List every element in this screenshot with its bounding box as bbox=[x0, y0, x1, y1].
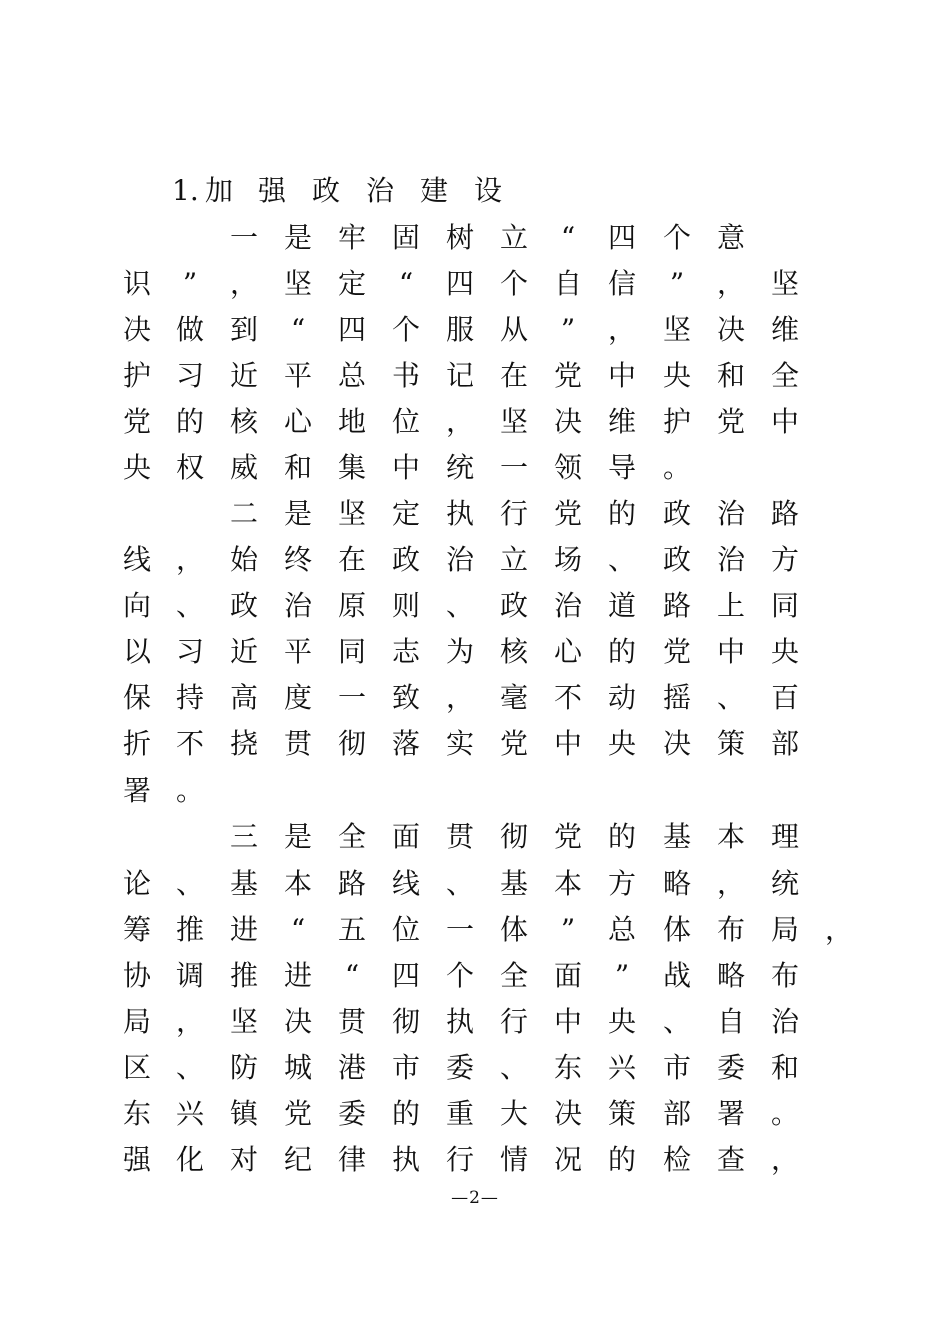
text-line bbox=[0, 864, 950, 904]
text-char: 到 bbox=[229, 313, 258, 346]
text-char: 彻 bbox=[391, 1005, 420, 1038]
text-char: 坚 bbox=[337, 497, 366, 530]
text-char: ” bbox=[669, 267, 685, 300]
text-char: ， bbox=[824, 913, 853, 946]
text-char: 略 bbox=[662, 867, 691, 900]
text-char: 进 bbox=[283, 959, 312, 992]
text-char: 同 bbox=[770, 589, 799, 622]
text-char: 的 bbox=[607, 1143, 636, 1176]
text-char: 体 bbox=[499, 913, 528, 946]
text-char: 全 bbox=[499, 959, 528, 992]
text-char: 协 bbox=[122, 959, 151, 992]
text-char: 决 bbox=[662, 727, 691, 760]
text-char: 线 bbox=[391, 867, 420, 900]
text-char: 和 bbox=[716, 359, 745, 392]
text-char: 中 bbox=[391, 451, 420, 484]
text-char: 、 bbox=[499, 1051, 528, 1084]
text-char: 坚 bbox=[770, 267, 799, 300]
heading-char: 强 bbox=[257, 174, 286, 207]
text-char: 推 bbox=[229, 959, 258, 992]
text-char: 二 bbox=[229, 497, 258, 530]
text-char: 统 bbox=[445, 451, 474, 484]
text-char: 的 bbox=[607, 820, 636, 853]
text-char: 治 bbox=[283, 589, 312, 622]
text-char: 防 bbox=[229, 1051, 258, 1084]
text-char: 终 bbox=[283, 543, 312, 576]
text-char: 、 bbox=[175, 589, 204, 622]
text-line bbox=[0, 1094, 950, 1134]
text-char: 党 bbox=[553, 359, 582, 392]
text-char: ， bbox=[175, 543, 204, 576]
text-char: 书 bbox=[391, 359, 420, 392]
text-char: 强 bbox=[122, 1143, 151, 1176]
text-char: 自 bbox=[716, 1005, 745, 1038]
text-char: 党 bbox=[122, 405, 151, 438]
heading-char: 建 bbox=[419, 174, 448, 207]
text-char: 百 bbox=[770, 681, 799, 714]
text-char: 贯 bbox=[283, 727, 312, 760]
text-char: 四 bbox=[445, 267, 474, 300]
text-char: 核 bbox=[229, 405, 258, 438]
text-char: 况 bbox=[553, 1143, 582, 1176]
text-char: 央 bbox=[607, 727, 636, 760]
text-char: 、 bbox=[445, 867, 474, 900]
text-char: 委 bbox=[445, 1051, 474, 1084]
text-char: 三 bbox=[229, 820, 258, 853]
text-char: 东 bbox=[122, 1097, 151, 1130]
text-char: 动 bbox=[607, 681, 636, 714]
text-char: 决 bbox=[122, 313, 151, 346]
text-char: 位 bbox=[391, 913, 420, 946]
text-char: 从 bbox=[499, 313, 528, 346]
text-char: 立 bbox=[499, 543, 528, 576]
text-char: 固 bbox=[391, 221, 420, 254]
text-char: 落 bbox=[391, 727, 420, 760]
text-char: 面 bbox=[391, 820, 420, 853]
text-char: 上 bbox=[716, 589, 745, 622]
text-char: ” bbox=[182, 267, 198, 300]
text-char: 策 bbox=[716, 727, 745, 760]
text-line bbox=[0, 494, 950, 534]
text-char: 筹 bbox=[122, 913, 151, 946]
text-char: 策 bbox=[607, 1097, 636, 1130]
text-char: 一 bbox=[337, 681, 366, 714]
text-char: “ bbox=[560, 221, 576, 254]
text-char: 治 bbox=[445, 543, 474, 576]
text-char: 做 bbox=[175, 313, 204, 346]
text-char: 方 bbox=[770, 543, 799, 576]
text-char: 。 bbox=[175, 774, 204, 807]
text-char: 定 bbox=[337, 267, 366, 300]
text-char: 、 bbox=[175, 1051, 204, 1084]
text-char: 始 bbox=[229, 543, 258, 576]
text-char: 近 bbox=[229, 359, 258, 392]
text-char: 理 bbox=[770, 820, 799, 853]
text-char: 本 bbox=[716, 820, 745, 853]
text-char: 、 bbox=[175, 867, 204, 900]
text-char: 树 bbox=[445, 221, 474, 254]
text-char: 个 bbox=[662, 221, 691, 254]
text-char: 化 bbox=[175, 1143, 204, 1176]
text-char: 党 bbox=[662, 635, 691, 668]
text-char: 东 bbox=[553, 1051, 582, 1084]
text-char: 推 bbox=[175, 913, 204, 946]
text-char: 行 bbox=[499, 1005, 528, 1038]
text-char: 不 bbox=[553, 681, 582, 714]
text-char: 致 bbox=[391, 681, 420, 714]
text-char: ， bbox=[229, 267, 258, 300]
text-char: “ bbox=[398, 267, 414, 300]
text-char: 是 bbox=[283, 221, 312, 254]
text-char: 全 bbox=[770, 359, 799, 392]
text-char: 贯 bbox=[337, 1005, 366, 1038]
text-char: 基 bbox=[662, 820, 691, 853]
text-char: 地 bbox=[337, 405, 366, 438]
text-line bbox=[0, 448, 950, 488]
text-char: 治 bbox=[716, 497, 745, 530]
text-char: 党 bbox=[716, 405, 745, 438]
text-char: 党 bbox=[553, 497, 582, 530]
text-char: 道 bbox=[607, 589, 636, 622]
text-char: 镇 bbox=[229, 1097, 258, 1130]
text-char: 护 bbox=[662, 405, 691, 438]
text-char: 体 bbox=[662, 913, 691, 946]
text-char: 权 bbox=[175, 451, 204, 484]
text-char: 署 bbox=[122, 774, 151, 807]
text-char: 信 bbox=[607, 267, 636, 300]
text-char: “ bbox=[290, 913, 306, 946]
heading-char: 设 bbox=[473, 174, 502, 207]
text-char: 本 bbox=[283, 867, 312, 900]
text-char: 纪 bbox=[283, 1143, 312, 1176]
text-char: 进 bbox=[229, 913, 258, 946]
text-char: 委 bbox=[716, 1051, 745, 1084]
text-char: 城 bbox=[283, 1051, 312, 1084]
text-char: 立 bbox=[499, 221, 528, 254]
text-char: 核 bbox=[499, 635, 528, 668]
page-number: —2— bbox=[451, 1188, 499, 1208]
text-char: 执 bbox=[391, 1143, 420, 1176]
text-char: ” bbox=[560, 313, 576, 346]
text-char: “ bbox=[290, 313, 306, 346]
text-char: 政 bbox=[391, 543, 420, 576]
text-char: 中 bbox=[770, 405, 799, 438]
text-char: 对 bbox=[229, 1143, 258, 1176]
text-char: 挠 bbox=[229, 727, 258, 760]
text-char: 是 bbox=[283, 497, 312, 530]
text-char: 兴 bbox=[175, 1097, 204, 1130]
text-char: 律 bbox=[337, 1143, 366, 1176]
text-char: 贯 bbox=[445, 820, 474, 853]
text-char: 彻 bbox=[337, 727, 366, 760]
text-char: 执 bbox=[445, 1005, 474, 1038]
text-line bbox=[0, 956, 950, 996]
text-char: 略 bbox=[716, 959, 745, 992]
text-char: 行 bbox=[445, 1143, 474, 1176]
text-line bbox=[0, 817, 950, 857]
text-char: 央 bbox=[607, 1005, 636, 1038]
text-char: 个 bbox=[499, 267, 528, 300]
heading-char: 加 bbox=[204, 174, 233, 207]
text-char: 路 bbox=[662, 589, 691, 622]
text-char: 的 bbox=[607, 635, 636, 668]
text-char: 平 bbox=[283, 635, 312, 668]
heading-char: 政 bbox=[311, 174, 340, 207]
text-char: 个 bbox=[391, 313, 420, 346]
text-char: 查 bbox=[716, 1143, 745, 1176]
text-char: 部 bbox=[770, 727, 799, 760]
text-char: 行 bbox=[499, 497, 528, 530]
text-char: 坚 bbox=[662, 313, 691, 346]
text-char: 服 bbox=[445, 313, 474, 346]
text-char: 局 bbox=[770, 913, 799, 946]
text-char: 坚 bbox=[499, 405, 528, 438]
text-char: 线 bbox=[122, 543, 151, 576]
text-char: 意 bbox=[716, 221, 745, 254]
text-line bbox=[0, 632, 950, 672]
text-char: 决 bbox=[553, 405, 582, 438]
text-char: 决 bbox=[283, 1005, 312, 1038]
text-char: 不 bbox=[175, 727, 204, 760]
text-char: 和 bbox=[770, 1051, 799, 1084]
text-line bbox=[0, 402, 950, 442]
text-char: 委 bbox=[337, 1097, 366, 1130]
text-char: 中 bbox=[716, 635, 745, 668]
text-char: 四 bbox=[607, 221, 636, 254]
text-char: 检 bbox=[662, 1143, 691, 1176]
text-char: 央 bbox=[770, 635, 799, 668]
text-char: 同 bbox=[337, 635, 366, 668]
text-char: 署 bbox=[716, 1097, 745, 1130]
text-line bbox=[0, 218, 950, 258]
text-char: 四 bbox=[391, 959, 420, 992]
text-char: 。 bbox=[770, 1097, 799, 1130]
text-char: 毫 bbox=[499, 681, 528, 714]
text-char: 总 bbox=[607, 913, 636, 946]
text-char: 自 bbox=[553, 267, 582, 300]
text-char: 、 bbox=[662, 1005, 691, 1038]
text-char: 港 bbox=[337, 1051, 366, 1084]
text-char: 。 bbox=[662, 451, 691, 484]
text-char: 一 bbox=[499, 451, 528, 484]
text-char: 情 bbox=[499, 1143, 528, 1176]
text-char: 全 bbox=[337, 820, 366, 853]
text-char: 决 bbox=[716, 313, 745, 346]
text-char: ， bbox=[607, 313, 636, 346]
text-char: 牢 bbox=[337, 221, 366, 254]
text-char: 区 bbox=[122, 1051, 151, 1084]
text-char: 市 bbox=[391, 1051, 420, 1084]
text-char: 治 bbox=[716, 543, 745, 576]
text-char: ， bbox=[770, 1143, 799, 1176]
text-char: 则 bbox=[391, 589, 420, 622]
text-char: ” bbox=[560, 913, 576, 946]
text-char: 重 bbox=[445, 1097, 474, 1130]
text-char: 维 bbox=[607, 405, 636, 438]
text-char: 统 bbox=[770, 867, 799, 900]
text-char: 和 bbox=[283, 451, 312, 484]
text-char: 向 bbox=[122, 589, 151, 622]
text-char: 基 bbox=[229, 867, 258, 900]
text-char: 是 bbox=[283, 820, 312, 853]
text-char: 党 bbox=[499, 727, 528, 760]
text-char: 布 bbox=[716, 913, 745, 946]
text-char: 高 bbox=[229, 681, 258, 714]
text-char: 志 bbox=[391, 635, 420, 668]
text-line bbox=[0, 724, 950, 764]
text-char: 治 bbox=[770, 1005, 799, 1038]
text-char: 局 bbox=[122, 1005, 151, 1038]
text-char: 保 bbox=[122, 681, 151, 714]
text-char: 的 bbox=[607, 497, 636, 530]
text-char: 近 bbox=[229, 635, 258, 668]
text-char: 布 bbox=[770, 959, 799, 992]
text-char: 场 bbox=[553, 543, 582, 576]
text-char: ， bbox=[445, 405, 474, 438]
text-char: 党 bbox=[283, 1097, 312, 1130]
text-line bbox=[0, 264, 950, 304]
text-char: 在 bbox=[499, 359, 528, 392]
text-char: 、 bbox=[445, 589, 474, 622]
text-char: 央 bbox=[122, 451, 151, 484]
text-line bbox=[0, 310, 950, 350]
text-char: ， bbox=[175, 1005, 204, 1038]
text-char: ， bbox=[445, 681, 474, 714]
text-line bbox=[0, 1048, 950, 1088]
text-char: ” bbox=[614, 959, 630, 992]
text-char: 政 bbox=[229, 589, 258, 622]
text-char: 中 bbox=[553, 727, 582, 760]
text-line bbox=[0, 910, 950, 950]
text-char: 、 bbox=[716, 681, 745, 714]
text-char: 兴 bbox=[607, 1051, 636, 1084]
text-char: 彻 bbox=[499, 820, 528, 853]
text-line bbox=[0, 1002, 950, 1042]
heading-number: 1. bbox=[172, 174, 199, 207]
text-char: 护 bbox=[122, 359, 151, 392]
text-char: 度 bbox=[283, 681, 312, 714]
text-line bbox=[0, 1140, 950, 1180]
text-char: 央 bbox=[662, 359, 691, 392]
text-char: 以 bbox=[122, 635, 151, 668]
text-char: 政 bbox=[662, 543, 691, 576]
text-char: 市 bbox=[662, 1051, 691, 1084]
text-char: 记 bbox=[445, 359, 474, 392]
text-char: ， bbox=[716, 867, 745, 900]
text-char: 战 bbox=[662, 959, 691, 992]
text-char: 部 bbox=[662, 1097, 691, 1130]
text-char: 五 bbox=[337, 913, 366, 946]
text-char: 定 bbox=[391, 497, 420, 530]
text-char: 本 bbox=[553, 867, 582, 900]
text-char: 政 bbox=[662, 497, 691, 530]
text-char: 折 bbox=[122, 727, 151, 760]
text-char: 党 bbox=[553, 820, 582, 853]
text-char: “ bbox=[344, 959, 360, 992]
text-char: 大 bbox=[499, 1097, 528, 1130]
text-char: 平 bbox=[283, 359, 312, 392]
text-char: 调 bbox=[175, 959, 204, 992]
text-char: 集 bbox=[337, 451, 366, 484]
text-char: 为 bbox=[445, 635, 474, 668]
text-char: 领 bbox=[553, 451, 582, 484]
text-char: 习 bbox=[175, 359, 204, 392]
text-char: 摇 bbox=[662, 681, 691, 714]
text-char: 习 bbox=[175, 635, 204, 668]
text-char: 四 bbox=[337, 313, 366, 346]
text-char: 导 bbox=[607, 451, 636, 484]
text-char: 执 bbox=[445, 497, 474, 530]
text-char: ， bbox=[716, 267, 745, 300]
text-char: 的 bbox=[175, 405, 204, 438]
text-char: 个 bbox=[445, 959, 474, 992]
text-char: 持 bbox=[175, 681, 204, 714]
text-line bbox=[0, 540, 950, 580]
text-line bbox=[0, 678, 950, 718]
text-line bbox=[0, 586, 950, 626]
text-char: 、 bbox=[607, 543, 636, 576]
text-char: 的 bbox=[391, 1097, 420, 1130]
text-char: 治 bbox=[553, 589, 582, 622]
text-char: 政 bbox=[499, 589, 528, 622]
text-char: 心 bbox=[553, 635, 582, 668]
text-line bbox=[0, 771, 950, 811]
text-char: 总 bbox=[337, 359, 366, 392]
text-char: 面 bbox=[553, 959, 582, 992]
text-char: 中 bbox=[607, 359, 636, 392]
text-char: 路 bbox=[337, 867, 366, 900]
text-char: 位 bbox=[391, 405, 420, 438]
text-char: 坚 bbox=[229, 1005, 258, 1038]
text-char: 决 bbox=[553, 1097, 582, 1130]
text-char: 坚 bbox=[283, 267, 312, 300]
text-line bbox=[0, 356, 950, 396]
text-char: 方 bbox=[607, 867, 636, 900]
heading-char: 治 bbox=[365, 174, 394, 207]
section-heading bbox=[0, 171, 950, 211]
text-char: 一 bbox=[229, 221, 258, 254]
text-char: 在 bbox=[337, 543, 366, 576]
text-char: 维 bbox=[770, 313, 799, 346]
text-char: 论 bbox=[122, 867, 151, 900]
text-char: 威 bbox=[229, 451, 258, 484]
text-char: 识 bbox=[122, 267, 151, 300]
text-char: 基 bbox=[499, 867, 528, 900]
text-char: 一 bbox=[445, 913, 474, 946]
text-char: 路 bbox=[770, 497, 799, 530]
text-char: 中 bbox=[553, 1005, 582, 1038]
text-char: 原 bbox=[337, 589, 366, 622]
text-char: 实 bbox=[445, 727, 474, 760]
text-char: 心 bbox=[283, 405, 312, 438]
